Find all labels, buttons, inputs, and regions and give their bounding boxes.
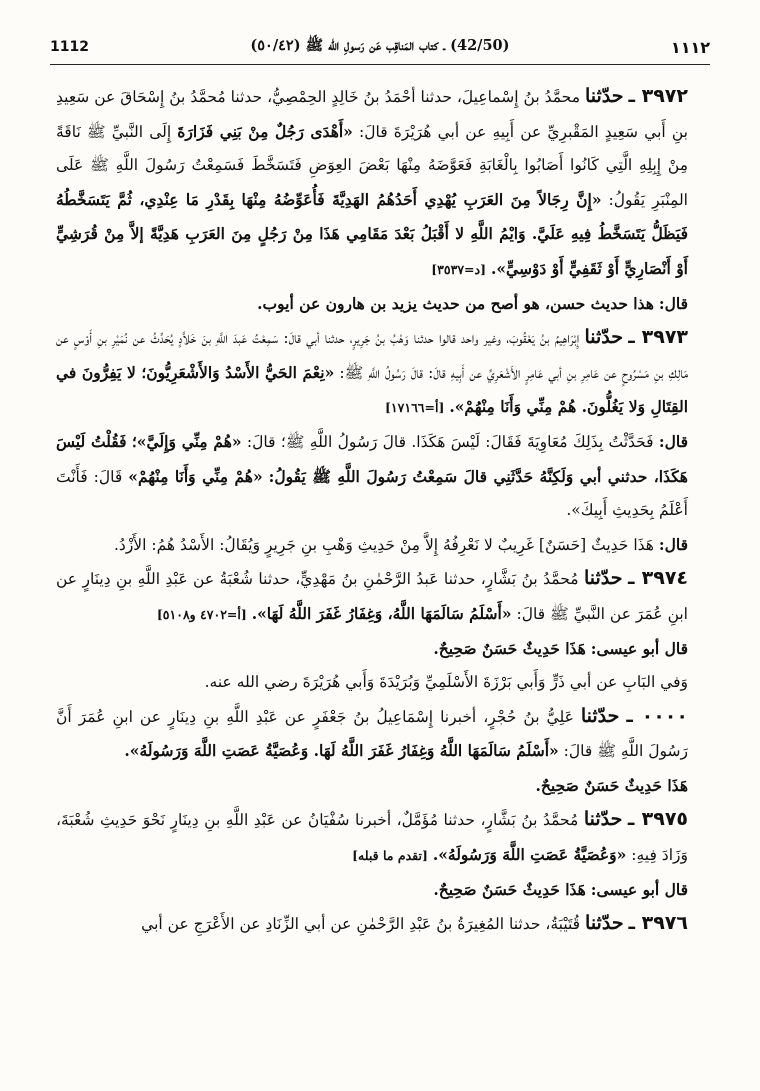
quote-text: «أَسْلَمُ سَالَمَهَا اللَّهُ وَغِفَارُ غَفَرَ اللَّهُ لَهَا. وَعُصَيَّةُ عَصَتِ اللَّهَ وَرَسُولَهُ». <box>124 741 559 761</box>
abu-isa-label: قال أبو عيسى: <box>590 879 688 899</box>
haddathana-keyword: حدّثنا <box>584 85 624 107</box>
hadith-3976 <box>56 907 710 942</box>
quote-text: «هُمْ مِنِّي وَأَنَا مِنْهُمْ» <box>128 466 263 486</box>
quote-text: «هُمْ مِنِّي وَإِلَيَّ»؛ <box>131 431 242 451</box>
bab-text: وَفي البَابِ عن أبي ذَرٍّ وَأَبي بَرْزَةَ الأَسْلَمِيِّ وَبُرَيْدَةَ وَأَبي هُرَيْرَةَ رضي الله عنه. <box>204 673 688 692</box>
isnad-text: مُحمَّدُ بنُ بَشَّارٍ، حدثنا عَبدُ الرَّحْمٰنِ بنُ مَهْدِيٍّ، حدثنا شُعْبَةُ عن عَبْدِ اللَّهِ بنِ دِينَارٍ عن ابنِ عُمَرَ عن النَّبيِّ ﷺ قالَ: <box>56 570 688 623</box>
commentary-text: هَذَا حَدِيثٌ [حَسَنٌ] غَرِيبٌ لا نَعْرِفُهُ إِلاَّ مِنْ حَدِيثِ وَهْبِ بنِ جَرِيرٍ وَيُقَالُ: الأَسْدُ هُمُ: الأَزْدُ. <box>113 535 654 554</box>
hadith-number: ٣٩٧٣ ـ <box>628 326 689 349</box>
qala-label: قال: <box>658 431 689 451</box>
hadith-number: ٣٩٧٥ ـ <box>627 808 689 831</box>
commentary-line <box>56 528 710 563</box>
quote-text: «إِنَّ رِجَالاً مِنَ العَرَبِ يُهْدِي أَحَدُهُمُ الهَدِيَّةَ فَأُعَوِّضُهُ مِنْهَا بِقَدْرِ مَا عِنْدِي، ثُمَّ يَتَسَخَّطُهُ فَيَظَلُّ يَتَسَخَّطُ فِيهِ عَلَيَّ. وَايْمُ اللَّهِ لا أَقْبَلُ بَعْدَ مَقَامِي هَذَا مِنْ رَجُلٍ مِنَ العَرَبِ هَدِيَّةً إلاَّ مِنْ قُرَشِيٍّ أَوْ أَنْصَارِيٍّ أَوْ ثَقَفِيٍّ أَوْ دَوْسِيٍّ». <box>56 189 688 278</box>
hadith-3973 <box>56 321 710 425</box>
quote-text: «وَعُصَيَّةُ عَصَتِ اللَّهَ وَرَسُولَهُ». <box>432 845 627 865</box>
haddathana-keyword: حدّثنا <box>585 912 624 935</box>
quote-text: «نِعْمَ الحَيُّ الأَسْدُ وَالأَشْعَرِيُّونَ؛ لا يَفِرُّونَ في القِتَالِ وَلا يَغُلُّونَ. هُمْ مِنِّي وَأَنَا مِنْهُمْ». <box>56 362 688 417</box>
narration-text: إِلَى النَّبيِّ ﷺ نَاقَةً مِنْ إِبِلِهِ الَّتِي كَانُوا أَصَابُوا بِالْغَابَةِ فَعَوَّضَهُ مِنْهَا بَعْضَ العِوَضِ فَتَسَخَّطَ فَسَمِعْتُ رَسُولَ اللَّهِ ﷺ عَلَى المِنْبَرِ يَقُولُ: <box>56 122 688 209</box>
isnad-text: إِبْرَاهِيمُ بنُ يَعْقُوبَ، وغير واحد قالوا حدثنا وَهْبُ بنُ جَرِيرٍ، حدثنا أبي قالَ: سَمِعْتُ عَبدَ اللَّهِ بنَ خَلاَّدٍ يُحَدِّثُ عن نُمَيْرِ بنِ أَوْسٍ عن مَالِكِ بنِ مَسْرُوحٍ عن عَامِرِ بنِ أبي عَامِرٍ الأَشْعَرِيِّ عن أَبِيهِ قالَ: قالَ رَسُولُ اللَّهِ ﷺ: <box>56 329 688 382</box>
bab-note <box>56 666 710 700</box>
grading-line <box>56 769 710 804</box>
quote-text: «أَهْدَى رَجُلٌ مِنْ بَنِي فَزَارَةَ <box>177 121 353 141</box>
cross-reference: [أ=٤٧٠٢ و٥١٠٨] <box>156 606 247 622</box>
haddathana-keyword: حدّثنا <box>584 326 623 349</box>
haddathana-keyword: حدّثنا <box>584 567 623 590</box>
narration-text: فَقُلْتُ لَيْسَ هَكَذَا، حدثني أبي وَلَكِنَّهُ حَدَّثَنِي قالَ سَمِعْتُ رَسُولَ اللَّهِ ﷺ يَقُولُ: <box>56 431 688 486</box>
isnad-text: عَلِيُّ بنُ حُجْرٍ، أخبرنا إِسْمَاعِيلُ بنُ جَعْفَرٍ عن عَبْدِ اللَّهِ بنِ دِينَارٍ عن ابنِ عُمَرَ أَنَّ رَسُولَ اللَّهِ ﷺ قالَ: <box>56 707 688 761</box>
isnad-text: قُتَيْبَةُ، حدثنا المُغِيرَةُ بنُ عَبْدِ الرَّحْمٰنِ عن أبي الزِّنَادِ عن الأَعْرَجِ عن أبي <box>141 915 581 934</box>
hadith-0000 <box>56 700 710 769</box>
cross-reference: [د=٣٥٣٧] <box>431 261 486 277</box>
page-number-latin: 1112 <box>50 39 89 55</box>
haddathana-keyword: حدّثنا <box>583 808 623 831</box>
commentary-text: هذا حديث حسن، هو أصح من حديث يزيد بن هارون عن أيوب. <box>257 293 654 313</box>
hadith-number: ٣٩٧٦ ـ <box>628 912 688 935</box>
page-header <box>50 30 710 65</box>
grading-line <box>56 632 710 667</box>
qala-label: قال: <box>658 534 688 554</box>
isnad-text: مُحمَّدُ بنُ بَشَّارٍ، حدثنا مُؤَمَّلٌ، أخبرنا سُفْيَانُ عن عَبْدِ اللَّهِ بنِ دِينَارٍ نَحْوَ حَدِيثِ شُعْبَةَ، وَزَادَ فِيهِ: <box>56 811 688 865</box>
hadith-number: ٠٠٠٠ ـ <box>626 704 688 727</box>
chapter-title: (42/50) ـ كتاب المَناقِب عَن رَسولِ الله ﷺ (٥٠/٤٢) <box>250 36 510 54</box>
quote-text: «أَسْلَمُ سَالَمَهَا اللَّهُ، وَغِفَارُ غَفَرَ اللَّهُ لَهَا». <box>251 603 512 623</box>
hadith-number: ٣٩٧٤ ـ <box>627 567 689 590</box>
qala-label: قال: <box>658 293 688 313</box>
hadith-number: ٣٩٧٢ ـ <box>628 85 688 107</box>
page-body <box>56 80 710 942</box>
grading-text: هَذَا حَدِيثٌ حَسَنٌ صَحِيحٌ. <box>433 638 586 658</box>
isnad-text: محمَّدُ بنُ إِسْماعِيلَ، حدثنا أحْمَدُ بنُ خَالِدٍ الحِمْصِيُّ، حدثنا مُحمَّدُ بنُ إِسْحَاقَ عن سَعِيدِ بنِ أَبي سَعِيدٍ المَقْبرِيِّ عن أَبِيهِ عن أبي هُرَيْرَةَ قالَ: <box>56 88 688 141</box>
abu-isa-label: قال أبو عيسى: <box>590 638 688 658</box>
cross-reference: [أ=١٧١٦٦] <box>385 400 445 416</box>
narration-text: قَالَ: فَأَنْتَ أَعْلَمُ بِحَدِيثِ أَبِيكَ». <box>56 467 688 520</box>
haddathana-keyword: حدّثنا <box>580 704 620 727</box>
page-number-arabic: ١١١٢ <box>670 37 710 57</box>
grading-line <box>56 873 710 908</box>
hadith-3972 <box>56 80 710 287</box>
narration-paragraph <box>56 425 710 528</box>
cross-reference: [تقدم ما قبله] <box>352 848 428 864</box>
grading-text: هَذَا حَدِيثٌ حَسَنٌ صَحِيحٌ. <box>433 879 586 899</box>
grading-text: هَذَا حَدِيثٌ حَسَنٌ صَحِيحٌ. <box>535 775 688 795</box>
commentary-line <box>56 287 710 322</box>
hadith-3975 <box>56 803 710 872</box>
hadith-3974 <box>56 562 710 631</box>
narration-text: فَحَدَّثْتُ بِذَلِكَ مُعَاوِيَةَ فَقَالَ: لَيْسَ هَكَذَا. قالَ رَسُولُ اللَّهِ ﷺ؛ قالَ: <box>246 432 654 451</box>
